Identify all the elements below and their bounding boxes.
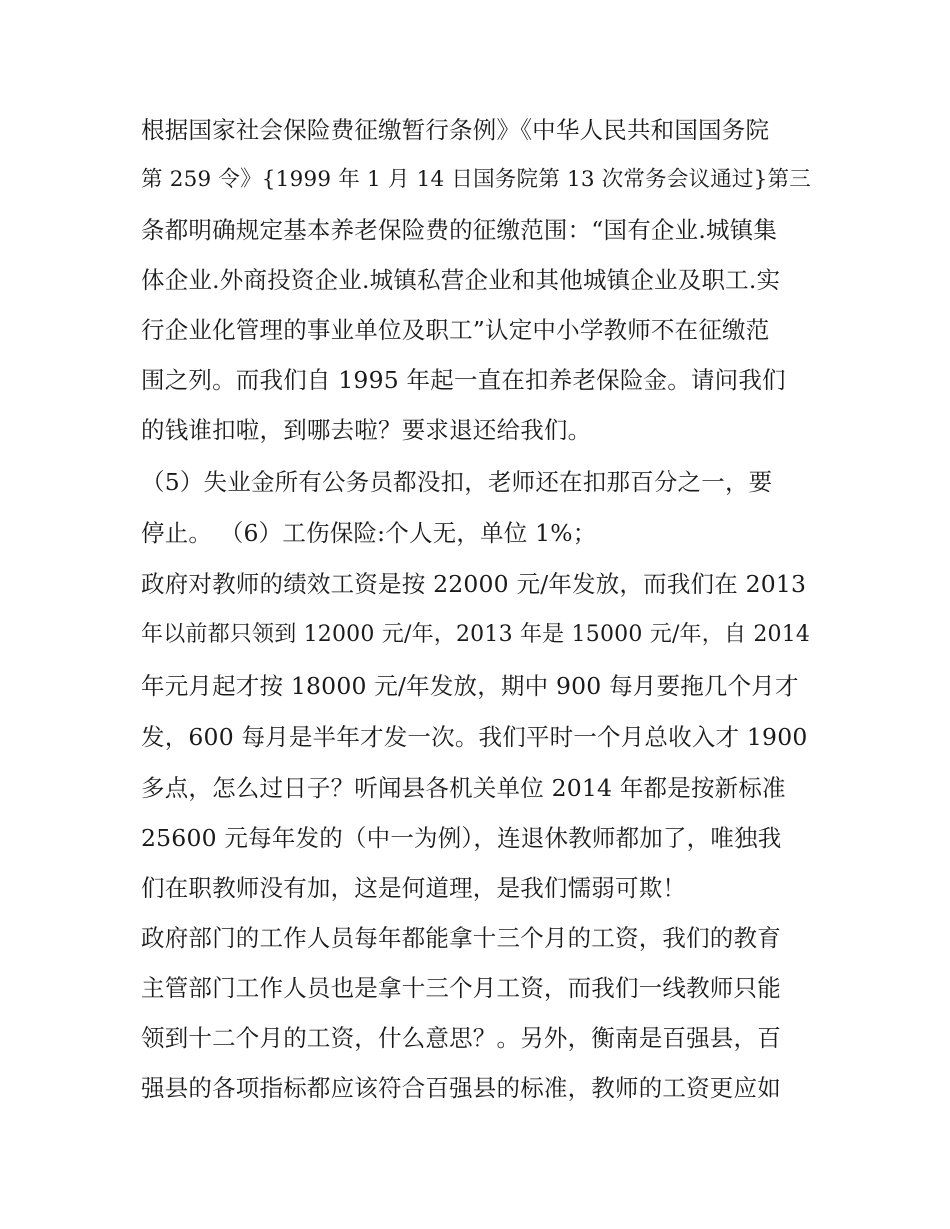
text-line-20: 强县的各项指标都应该符合百强县的标准，教师的工资更应如 [141,1074,781,1102]
text-line-6: 围之列。而我们自 1995 年起一直在扣养老保险金。请问我们 [141,366,786,394]
text-line-5: 行企业化管理的事业单位及职工”认定中小学教师不在征缴范 [141,316,770,344]
text-line-19: 领到十二个月的工资，什么意思？。另外，衡南是百强县，百 [141,1024,781,1052]
text-line-15: 25600 元每年发的（中一为例），连退休教师都加了，唯独我 [141,824,782,852]
text-line-18: 主管部门工作人员也是拿十三个月工资，而我们一线教师只能 [141,974,781,1002]
text-line-13: 发，600 每月是半年才发一次。我们平时一个月总收入才 1900 [141,723,808,751]
text-line-11: 年以前都只领到 12000 元/年，2013 年是 15000 元/年，自 2014 [141,622,811,647]
text-line-1: 根据国家社会保险费征缴暂行条例》《中华人民共和国国务院 [141,116,770,144]
text-line-10: 政府对教师的绩效工资是按 22000 元/年发放，而我们在 2013 [141,570,807,598]
text-line-4: 体企业.外商投资企业.城镇私营企业和其他城镇企业及职工.实 [141,266,781,294]
text-line-7: 的钱谁扣啦，到哪去啦？要求退还给我们。 [141,416,592,444]
text-line-9: 停止。 （6）工伤保险:个人无，单位 1%； [141,519,597,547]
text-line-17: 政府部门的工作人员每年都能拿十三个月的工资，我们的教育 [141,924,781,952]
text-line-8: （5）失业金所有公务员都没扣，老师还在扣那百分之一，要 [141,468,773,496]
text-line-12: 年元月起才按 18000 元/年发放，期中 900 每月要拖几个月才 [141,672,799,700]
text-line-2: 第 259 令》{1999 年 1 月 14 日国务院第 13 次常务会议通过}第三 [141,167,811,192]
text-line-16: 们在职教师没有加，这是何道理，是我们懦弱可欺！ [141,874,687,902]
text-line-14: 多点，怎么过日子？听闻县各机关单位 2014 年都是按新标准 [141,774,786,802]
text-line-3: 条都明确规定基本养老保险费的征缴范围：“国有企业.城镇集 [141,216,778,244]
